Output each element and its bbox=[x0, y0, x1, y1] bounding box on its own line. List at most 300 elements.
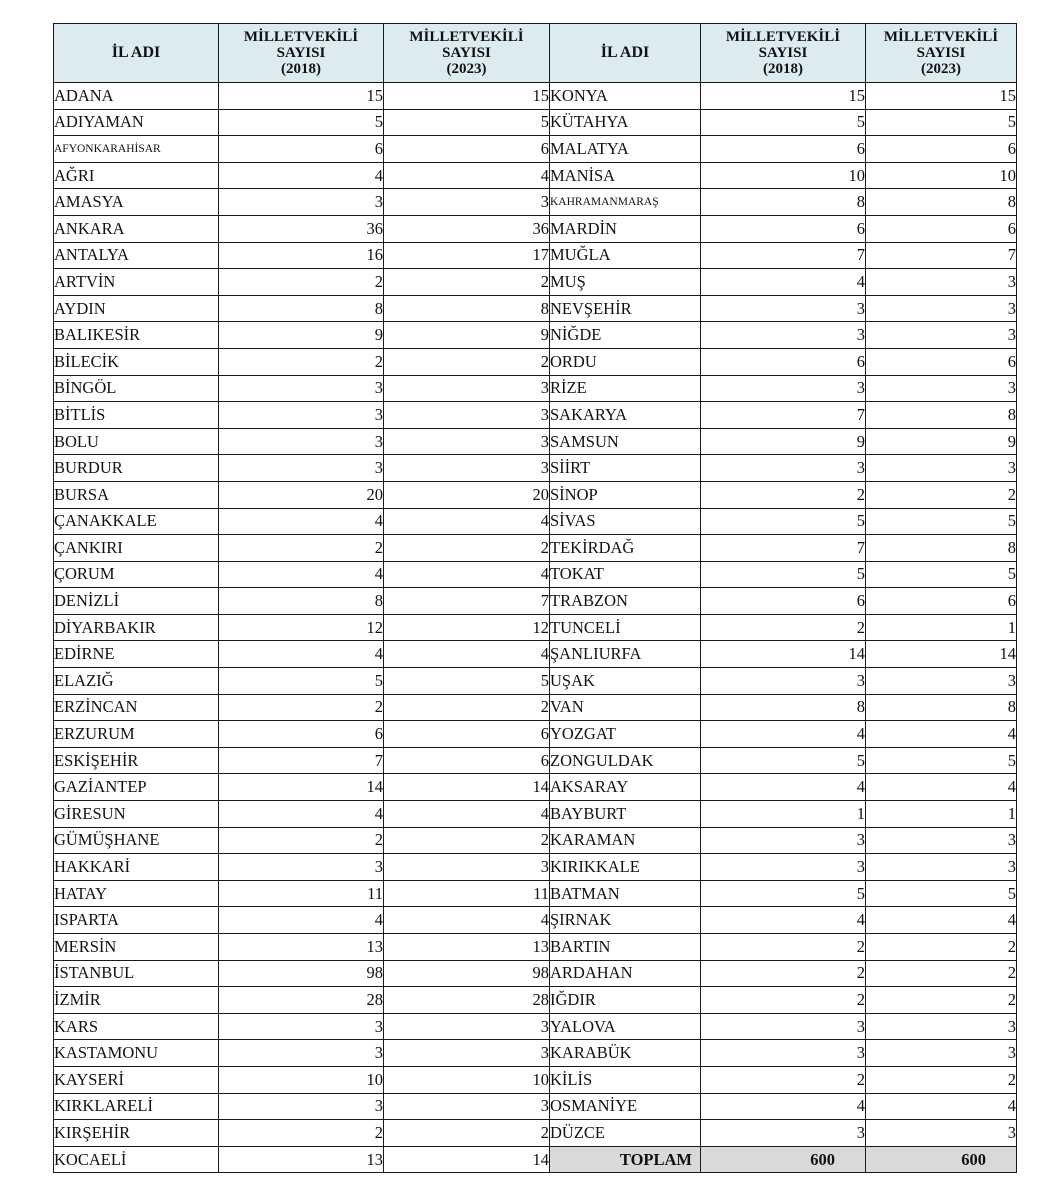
seats-2023: 4 bbox=[866, 1093, 1017, 1120]
seats-2018: 7 bbox=[701, 535, 866, 562]
seats-2018: 3 bbox=[219, 1013, 384, 1040]
seats-2023: 5 bbox=[866, 508, 1017, 535]
seats-2023: 14 bbox=[384, 774, 550, 801]
header-mv-2023-left bbox=[384, 24, 550, 83]
seats-2018: 5 bbox=[701, 747, 866, 774]
province-name: SAKARYA bbox=[550, 402, 701, 429]
seats-2023: 3 bbox=[384, 189, 550, 216]
seats-2018: 6 bbox=[701, 348, 866, 375]
seats-2018: 3 bbox=[219, 189, 384, 216]
seats-2023: 20 bbox=[384, 481, 550, 508]
seats-2023: 4 bbox=[384, 508, 550, 535]
seats-2018: 14 bbox=[701, 641, 866, 668]
table-row bbox=[54, 269, 1017, 296]
seats-2018: 7 bbox=[701, 402, 866, 429]
seats-2023: 3 bbox=[866, 1040, 1017, 1067]
seats-2018: 8 bbox=[701, 694, 866, 721]
table-row bbox=[54, 854, 1017, 881]
province-name: GİRESUN bbox=[54, 801, 219, 828]
seats-2018: 2 bbox=[701, 960, 866, 987]
seats-2023: 2 bbox=[866, 481, 1017, 508]
table-row bbox=[54, 934, 1017, 961]
province-name: MERSİN bbox=[54, 934, 219, 961]
header-line-year: (2023) bbox=[446, 61, 487, 77]
province-name: KASTAMONU bbox=[54, 1040, 219, 1067]
province-name: AĞRI bbox=[54, 162, 219, 189]
seats-2018: 2 bbox=[701, 481, 866, 508]
province-name: ÇORUM bbox=[54, 561, 219, 588]
seats-2023: 3 bbox=[384, 1013, 550, 1040]
seats-2023: 2 bbox=[384, 1120, 550, 1147]
province-name: SİİRT bbox=[550, 455, 701, 482]
table-row bbox=[54, 109, 1017, 136]
header-line-sayisi: SAYISI bbox=[276, 45, 326, 61]
seats-2023: 4 bbox=[384, 162, 550, 189]
province-name: KİLİS bbox=[550, 1066, 701, 1093]
seats-2018: 7 bbox=[701, 242, 866, 269]
seats-2018: 4 bbox=[219, 561, 384, 588]
seats-2018: 3 bbox=[701, 668, 866, 695]
seats-2018: 2 bbox=[701, 614, 866, 641]
table-row bbox=[54, 588, 1017, 615]
table-row bbox=[54, 375, 1017, 402]
province-name: KAHRAMANMARAŞ bbox=[550, 189, 701, 216]
header-line-sayisi: SAYISI bbox=[758, 45, 808, 61]
total-2018: 600 bbox=[701, 1146, 866, 1173]
province-name: KARABÜK bbox=[550, 1040, 701, 1067]
seats-2023: 5 bbox=[866, 561, 1017, 588]
table-row bbox=[54, 455, 1017, 482]
province-name: GAZİANTEP bbox=[54, 774, 219, 801]
province-name: KIRŞEHİR bbox=[54, 1120, 219, 1147]
province-name: ÇANKIRI bbox=[54, 535, 219, 562]
seats-2023: 6 bbox=[384, 136, 550, 163]
seats-2018: 10 bbox=[701, 162, 866, 189]
seats-2023: 2 bbox=[866, 934, 1017, 961]
seats-2023: 8 bbox=[866, 694, 1017, 721]
table-row bbox=[54, 242, 1017, 269]
province-name: ŞANLIURFA bbox=[550, 641, 701, 668]
seats-2018: 3 bbox=[701, 1013, 866, 1040]
province-name: BİNGÖL bbox=[54, 375, 219, 402]
table-row bbox=[54, 641, 1017, 668]
header-line-year: (2018) bbox=[763, 61, 803, 77]
seats-2018: 3 bbox=[219, 1093, 384, 1120]
seats-2023: 4 bbox=[866, 774, 1017, 801]
seats-2023: 1 bbox=[866, 801, 1017, 828]
seats-2018: 3 bbox=[701, 295, 866, 322]
province-name: BOLU bbox=[54, 428, 219, 455]
header-line-sayisi: SAYISI bbox=[442, 45, 491, 61]
province-name: ÇANAKKALE bbox=[54, 508, 219, 535]
province-name: KARS bbox=[54, 1013, 219, 1040]
seats-2023: 2 bbox=[866, 987, 1017, 1014]
seats-2023: 3 bbox=[866, 455, 1017, 482]
province-name: OSMANİYE bbox=[550, 1093, 701, 1120]
seats-2023: 7 bbox=[866, 242, 1017, 269]
seats-2018: 3 bbox=[219, 1040, 384, 1067]
province-name: ERZİNCAN bbox=[54, 694, 219, 721]
header-il-adi-right: İL ADI bbox=[550, 24, 701, 83]
table-row bbox=[54, 827, 1017, 854]
province-name: ARTVİN bbox=[54, 269, 219, 296]
seats-2018: 4 bbox=[219, 907, 384, 934]
province-name: GÜMÜŞHANE bbox=[54, 827, 219, 854]
province-name: KAYSERİ bbox=[54, 1066, 219, 1093]
seats-2018: 16 bbox=[219, 242, 384, 269]
document-page bbox=[53, 23, 1017, 1173]
province-name: ADIYAMAN bbox=[54, 109, 219, 136]
seats-2018: 3 bbox=[219, 428, 384, 455]
seats-2018: 3 bbox=[219, 455, 384, 482]
seats-2018: 2 bbox=[701, 934, 866, 961]
table-row bbox=[54, 561, 1017, 588]
table-row bbox=[54, 136, 1017, 163]
table-row bbox=[54, 614, 1017, 641]
province-name: KIRKLARELİ bbox=[54, 1093, 219, 1120]
seats-2023: 9 bbox=[384, 322, 550, 349]
table-row bbox=[54, 721, 1017, 748]
seats-2018: 4 bbox=[701, 1093, 866, 1120]
header-line-mv: MİLLETVEKİLİ bbox=[883, 29, 999, 45]
seats-2023: 4 bbox=[866, 721, 1017, 748]
province-name: İZMİR bbox=[54, 987, 219, 1014]
seats-2018: 9 bbox=[219, 322, 384, 349]
seats-2018: 12 bbox=[219, 614, 384, 641]
table-row bbox=[54, 1120, 1017, 1147]
seats-2018: 6 bbox=[701, 136, 866, 163]
province-name: TUNCELİ bbox=[550, 614, 701, 641]
seats-2023: 4 bbox=[384, 641, 550, 668]
seats-2018: 8 bbox=[219, 295, 384, 322]
seats-2023: 2 bbox=[866, 1066, 1017, 1093]
seats-2018: 3 bbox=[701, 322, 866, 349]
province-name: BALIKESİR bbox=[54, 322, 219, 349]
seats-2023: 5 bbox=[384, 668, 550, 695]
province-name: TRABZON bbox=[550, 588, 701, 615]
province-name: KÜTAHYA bbox=[550, 109, 701, 136]
province-name: SAMSUN bbox=[550, 428, 701, 455]
table-row bbox=[54, 987, 1017, 1014]
table-row bbox=[54, 1093, 1017, 1120]
table-row bbox=[54, 295, 1017, 322]
province-name: DENİZLİ bbox=[54, 588, 219, 615]
seats-2023: 4 bbox=[384, 561, 550, 588]
province-name: AKSARAY bbox=[550, 774, 701, 801]
province-name: MANİSA bbox=[550, 162, 701, 189]
seats-2018: 4 bbox=[701, 269, 866, 296]
province-name: YALOVA bbox=[550, 1013, 701, 1040]
seats-2023: 3 bbox=[384, 1040, 550, 1067]
header-mv-2018-left bbox=[219, 24, 384, 83]
seats-2018: 3 bbox=[701, 854, 866, 881]
province-name: DİYARBAKIR bbox=[54, 614, 219, 641]
seats-2018: 3 bbox=[219, 402, 384, 429]
seats-2018: 2 bbox=[219, 535, 384, 562]
province-name: ARDAHAN bbox=[550, 960, 701, 987]
seats-2023: 1 bbox=[866, 614, 1017, 641]
seats-2023: 3 bbox=[866, 1013, 1017, 1040]
seats-2018: 13 bbox=[219, 1146, 384, 1173]
seats-2018: 15 bbox=[219, 83, 384, 110]
province-name: SİVAS bbox=[550, 508, 701, 535]
seats-2018: 1 bbox=[701, 801, 866, 828]
table-row bbox=[54, 1040, 1017, 1067]
province-name: ORDU bbox=[550, 348, 701, 375]
seats-2023: 7 bbox=[384, 588, 550, 615]
seats-2018: 6 bbox=[219, 136, 384, 163]
province-name: ZONGULDAK bbox=[550, 747, 701, 774]
province-name: HAKKARİ bbox=[54, 854, 219, 881]
seats-2023: 3 bbox=[384, 402, 550, 429]
seats-2018: 2 bbox=[701, 1066, 866, 1093]
seats-2018: 9 bbox=[701, 428, 866, 455]
seats-2018: 3 bbox=[701, 375, 866, 402]
seats-2023: 3 bbox=[866, 295, 1017, 322]
province-name: NEVŞEHİR bbox=[550, 295, 701, 322]
province-name: BURSA bbox=[54, 481, 219, 508]
seats-2018: 5 bbox=[219, 109, 384, 136]
province-name: ŞIRNAK bbox=[550, 907, 701, 934]
table-row bbox=[54, 348, 1017, 375]
province-name: DÜZCE bbox=[550, 1120, 701, 1147]
province-name: RİZE bbox=[550, 375, 701, 402]
header-line-year: (2018) bbox=[281, 61, 321, 77]
province-name: NİĞDE bbox=[550, 322, 701, 349]
seats-2018: 3 bbox=[701, 455, 866, 482]
seats-2023: 11 bbox=[384, 880, 550, 907]
header-line-sayisi: SAYISI bbox=[916, 45, 966, 61]
seats-2018: 4 bbox=[219, 162, 384, 189]
seats-2018: 5 bbox=[219, 668, 384, 695]
total-2023: 600 bbox=[866, 1146, 1017, 1173]
seats-2023: 3 bbox=[866, 322, 1017, 349]
seats-2023: 17 bbox=[384, 242, 550, 269]
table-row bbox=[54, 215, 1017, 242]
seats-2018: 2 bbox=[219, 348, 384, 375]
seats-2018: 11 bbox=[219, 880, 384, 907]
header-line-mv: MİLLETVEKİLİ bbox=[725, 29, 841, 45]
seats-2018: 5 bbox=[701, 880, 866, 907]
province-name: MARDİN bbox=[550, 215, 701, 242]
seats-2023: 3 bbox=[866, 668, 1017, 695]
seats-2023: 6 bbox=[384, 747, 550, 774]
province-name: ANKARA bbox=[54, 215, 219, 242]
seats-2023: 3 bbox=[866, 269, 1017, 296]
seats-2023: 28 bbox=[384, 987, 550, 1014]
seats-2023: 2 bbox=[384, 348, 550, 375]
seats-2023: 4 bbox=[384, 907, 550, 934]
seats-2023: 3 bbox=[384, 428, 550, 455]
province-name: BATMAN bbox=[550, 880, 701, 907]
seats-2018: 3 bbox=[701, 1040, 866, 1067]
seats-2018: 7 bbox=[219, 747, 384, 774]
header-mv-2018-right bbox=[701, 24, 866, 83]
seats-2023: 6 bbox=[866, 588, 1017, 615]
province-name: ELAZIĞ bbox=[54, 668, 219, 695]
province-name: VAN bbox=[550, 694, 701, 721]
seats-2018: 5 bbox=[701, 561, 866, 588]
seats-2018: 6 bbox=[701, 215, 866, 242]
seats-2018: 5 bbox=[701, 508, 866, 535]
seats-2018: 3 bbox=[701, 1120, 866, 1147]
seats-2023: 14 bbox=[384, 1146, 550, 1173]
seats-2018: 4 bbox=[701, 774, 866, 801]
province-name: ERZURUM bbox=[54, 721, 219, 748]
province-name: EDİRNE bbox=[54, 641, 219, 668]
table-row bbox=[54, 907, 1017, 934]
seats-2023: 12 bbox=[384, 614, 550, 641]
seats-2018: 4 bbox=[219, 508, 384, 535]
province-name: İSTANBUL bbox=[54, 960, 219, 987]
table-body bbox=[54, 83, 1017, 1173]
seats-2023: 15 bbox=[866, 83, 1017, 110]
seats-2023: 15 bbox=[384, 83, 550, 110]
province-name: BİLECİK bbox=[54, 348, 219, 375]
table-row bbox=[54, 1013, 1017, 1040]
seats-2023: 9 bbox=[866, 428, 1017, 455]
table-row bbox=[54, 774, 1017, 801]
seats-2023: 3 bbox=[384, 854, 550, 881]
province-name: ESKİŞEHİR bbox=[54, 747, 219, 774]
seats-2023: 5 bbox=[866, 880, 1017, 907]
province-name: BAYBURT bbox=[550, 801, 701, 828]
seats-2023: 5 bbox=[866, 747, 1017, 774]
seats-2018: 20 bbox=[219, 481, 384, 508]
header-line-mv: MİLLETVEKİLİ bbox=[409, 29, 524, 45]
province-name: AYDIN bbox=[54, 295, 219, 322]
seats-2023: 6 bbox=[866, 215, 1017, 242]
province-name: AMASYA bbox=[54, 189, 219, 216]
seats-2018: 3 bbox=[701, 827, 866, 854]
header-line-year: (2023) bbox=[921, 61, 961, 77]
seats-2023: 8 bbox=[866, 535, 1017, 562]
province-name: KONYA bbox=[550, 83, 701, 110]
table-row bbox=[54, 428, 1017, 455]
seats-2018: 10 bbox=[219, 1066, 384, 1093]
seats-2018: 14 bbox=[219, 774, 384, 801]
seats-2018: 6 bbox=[219, 721, 384, 748]
seats-2018: 36 bbox=[219, 215, 384, 242]
seats-2018: 2 bbox=[219, 269, 384, 296]
seats-2023: 3 bbox=[866, 854, 1017, 881]
table-row bbox=[54, 508, 1017, 535]
seats-2018: 6 bbox=[701, 588, 866, 615]
table-row bbox=[54, 880, 1017, 907]
province-name: ISPARTA bbox=[54, 907, 219, 934]
province-name: HATAY bbox=[54, 880, 219, 907]
seats-2023: 3 bbox=[384, 375, 550, 402]
header-mv-2023-right bbox=[866, 24, 1017, 83]
province-name: ANTALYA bbox=[54, 242, 219, 269]
seats-2023: 6 bbox=[866, 136, 1017, 163]
seats-2018: 8 bbox=[219, 588, 384, 615]
seats-2018: 4 bbox=[219, 801, 384, 828]
province-name: UŞAK bbox=[550, 668, 701, 695]
province-name: ADANA bbox=[54, 83, 219, 110]
province-name: KOCAELİ bbox=[54, 1146, 219, 1173]
province-name: IĞDIR bbox=[550, 987, 701, 1014]
seats-2023: 2 bbox=[384, 269, 550, 296]
seats-2023: 8 bbox=[384, 295, 550, 322]
province-name: YOZGAT bbox=[550, 721, 701, 748]
province-name: BARTIN bbox=[550, 934, 701, 961]
seats-2023: 4 bbox=[866, 907, 1017, 934]
seats-2018: 4 bbox=[219, 641, 384, 668]
seats-2018: 2 bbox=[219, 694, 384, 721]
seats-2023: 10 bbox=[866, 162, 1017, 189]
table-row bbox=[54, 481, 1017, 508]
seats-2023: 10 bbox=[384, 1066, 550, 1093]
table-row bbox=[54, 1066, 1017, 1093]
seats-2023: 2 bbox=[384, 694, 550, 721]
seats-2018: 8 bbox=[701, 189, 866, 216]
seats-2018: 15 bbox=[701, 83, 866, 110]
province-name: TEKİRDAĞ bbox=[550, 535, 701, 562]
province-name: MUŞ bbox=[550, 269, 701, 296]
seats-2023: 8 bbox=[866, 402, 1017, 429]
table-row bbox=[54, 801, 1017, 828]
table-row bbox=[54, 189, 1017, 216]
table-row bbox=[54, 402, 1017, 429]
seats-2023: 2 bbox=[866, 960, 1017, 987]
seats-2023: 3 bbox=[866, 375, 1017, 402]
seats-2018: 5 bbox=[701, 109, 866, 136]
province-name: MUĞLA bbox=[550, 242, 701, 269]
table-row bbox=[54, 322, 1017, 349]
seats-2018: 28 bbox=[219, 987, 384, 1014]
province-name: BİTLİS bbox=[54, 402, 219, 429]
seats-2018: 4 bbox=[701, 721, 866, 748]
table-header-row bbox=[54, 24, 1017, 83]
seats-2018: 3 bbox=[219, 854, 384, 881]
seats-2018: 2 bbox=[219, 1120, 384, 1147]
seats-2018: 13 bbox=[219, 934, 384, 961]
seats-2023: 3 bbox=[866, 827, 1017, 854]
seats-2023: 98 bbox=[384, 960, 550, 987]
table-row bbox=[54, 535, 1017, 562]
seats-2023: 13 bbox=[384, 934, 550, 961]
table-row bbox=[54, 83, 1017, 110]
seats-2023: 36 bbox=[384, 215, 550, 242]
seats-2023: 2 bbox=[384, 535, 550, 562]
seats-2023: 3 bbox=[866, 1120, 1017, 1147]
province-name: BURDUR bbox=[54, 455, 219, 482]
seats-2018: 3 bbox=[219, 375, 384, 402]
seats-2023: 5 bbox=[866, 109, 1017, 136]
seats-2023: 5 bbox=[384, 109, 550, 136]
province-name: AFYONKARAHİSAR bbox=[54, 136, 219, 163]
seats-2023: 14 bbox=[866, 641, 1017, 668]
header-line-mv: MİLLETVEKİLİ bbox=[243, 29, 359, 45]
seats-2018: 98 bbox=[219, 960, 384, 987]
table-row bbox=[54, 960, 1017, 987]
seats-2018: 2 bbox=[701, 987, 866, 1014]
milletvekili-table bbox=[53, 23, 1017, 1173]
province-name: KIRIKKALE bbox=[550, 854, 701, 881]
table-row bbox=[54, 668, 1017, 695]
province-name: MALATYA bbox=[550, 136, 701, 163]
seats-2023: 3 bbox=[384, 455, 550, 482]
province-name: SİNOP bbox=[550, 481, 701, 508]
table-row bbox=[54, 694, 1017, 721]
seats-2018: 4 bbox=[701, 907, 866, 934]
total-label: TOPLAM bbox=[550, 1146, 701, 1173]
table-row bbox=[54, 1146, 1017, 1173]
table-row bbox=[54, 747, 1017, 774]
seats-2023: 8 bbox=[866, 189, 1017, 216]
header-il-adi-left: İL ADI bbox=[54, 24, 219, 83]
